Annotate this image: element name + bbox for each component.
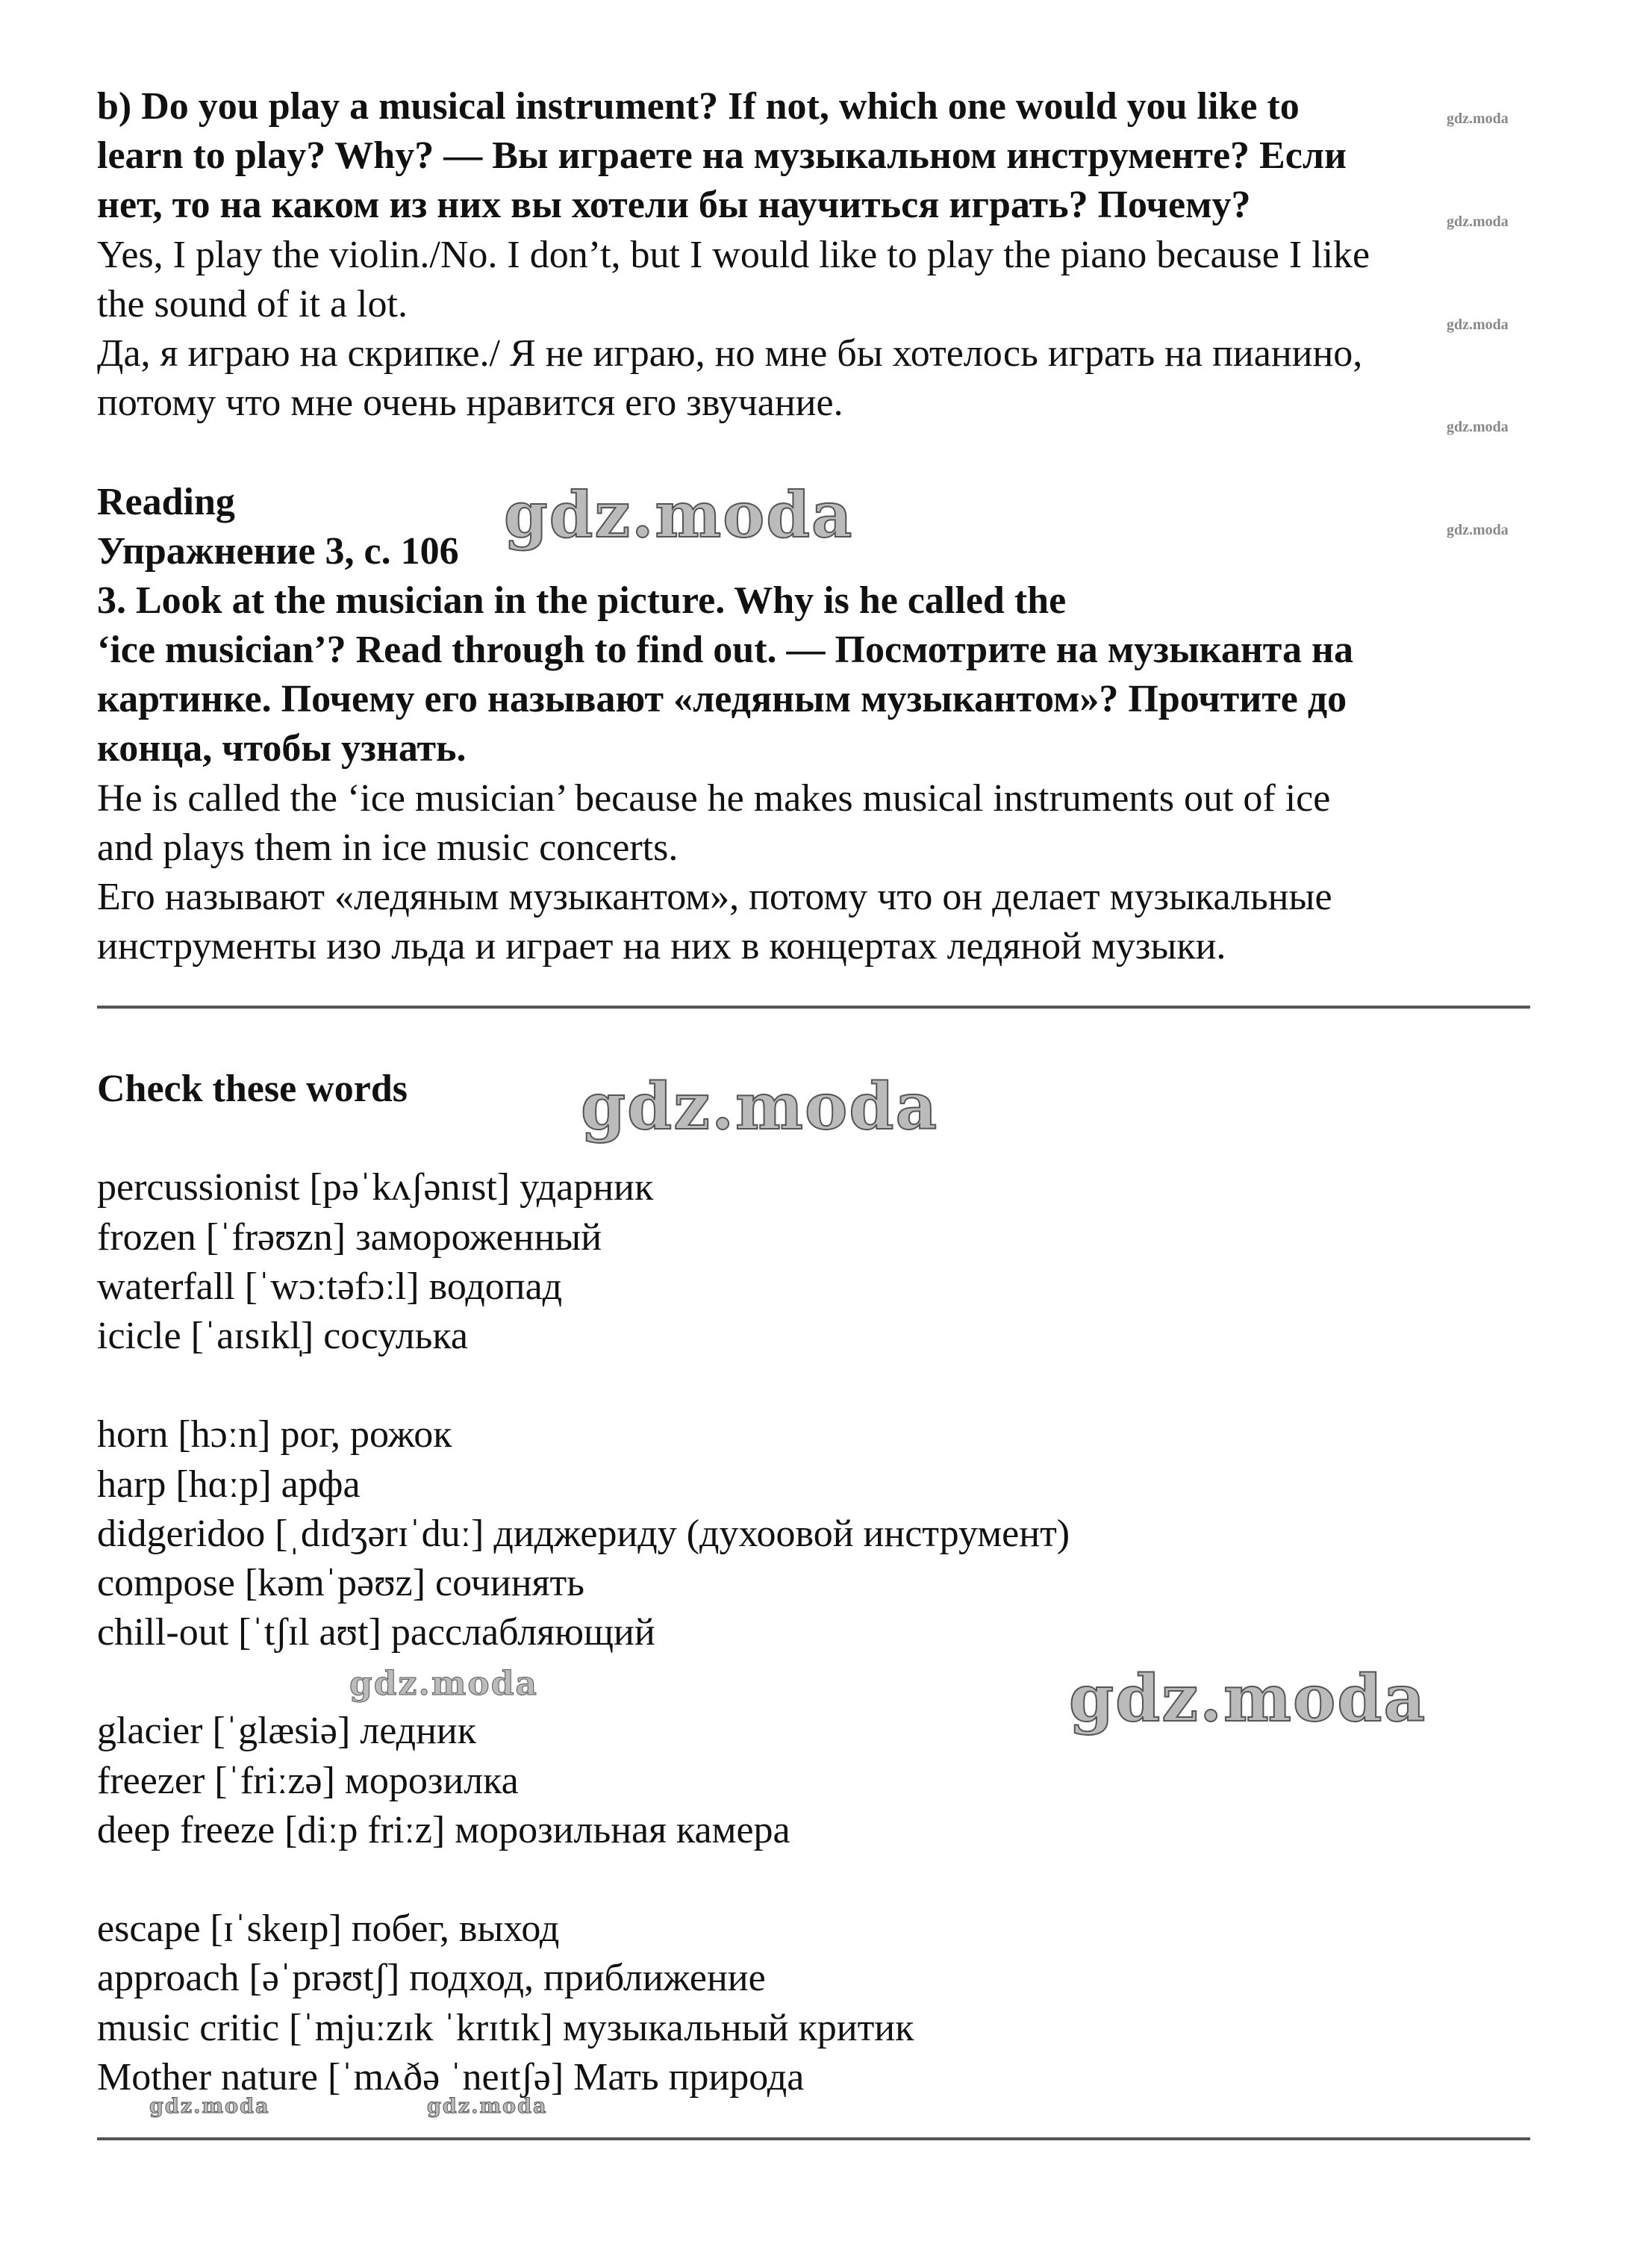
divider	[97, 2137, 1530, 2140]
question-3-line: картинке. Почему его называют «ледяным музыкантом»? Прочтите до	[97, 678, 1347, 721]
question-b-line: b) Do you play a musical instrument? If not, which one would you like to	[97, 85, 1300, 128]
watermark: gdz.moda	[504, 478, 854, 552]
watermark: gdz.moda	[349, 1665, 539, 1703]
word-entry: compose [kəmˈpəʊz] сочинять	[97, 1561, 584, 1604]
answer-b-en-line: the sound of it a lot.	[97, 282, 408, 325]
word-entry: chill-out [ˈtʃɪl aʊt] расслабляющий	[97, 1611, 655, 1654]
question-3-line: 3. Look at the musician in the picture. Why is he called the	[97, 579, 1067, 622]
word-entry: waterfall [ˈwɔːtəfɔːl] водопад	[97, 1265, 563, 1308]
watermark: gdz.moda	[427, 2095, 548, 2118]
watermark: gdz.moda	[1447, 419, 1509, 435]
question-b-line: learn to play? Why? — Вы играете на музыкальном инструменте? Если	[97, 134, 1347, 178]
word-entry: percussionist [pəˈkʌʃənɪst] ударник	[97, 1166, 654, 1209]
vocabulary-block	[97, 1065, 1560, 2102]
question-3-line: ‘ice musician’? Read through to find out. — Посмотрите на музыканта на	[97, 629, 1353, 672]
word-entry: Mother nature [ˈmʌðə ˈneɪtʃə] Мать природа	[97, 2055, 805, 2099]
word-entry: frozen [ˈfrəʊzn] замороженный	[97, 1215, 602, 1259]
watermark: gdz.moda	[1447, 522, 1509, 538]
word-entry: didgeridoo [ˌdɪdʒərɪˈduː] диджериду (духоовой инструмент)	[97, 1512, 1070, 1555]
watermark: gdz.moda	[149, 2095, 270, 2118]
word-entry: harp [hɑːp] арфа	[97, 1462, 361, 1506]
exercise-heading: Упражнение 3, с. 106	[97, 529, 459, 573]
vocabulary-heading: Check these words	[97, 1068, 408, 1110]
question-3-line: конца, чтобы узнать.	[97, 727, 467, 770]
watermark: gdz.moda	[1447, 317, 1509, 333]
answer-b-ru-line: Да, я играю на скрипке./ Я не играю, но мне бы хотелось играть на пианино,	[97, 331, 1363, 375]
answer-3-en-line: and plays them in ice music concerts.	[97, 826, 679, 869]
word-entry: horn [hɔːn] рог, рожок	[97, 1413, 452, 1457]
word-entry: glacier [ˈglæsiə] ледник	[97, 1710, 477, 1753]
answer-3-ru-line: Его называют «ледяным музыкантом», потому что он делает музыкальные	[97, 876, 1332, 918]
watermark: gdz.moda	[1447, 214, 1509, 230]
watermark: gdz.moda	[581, 1069, 939, 1144]
watermark: gdz.moda	[1447, 110, 1509, 127]
divider	[97, 1006, 1530, 1009]
word-entry: music critic [ˈmjuːzɪk ˈkrɪtɪk] музыкальный критик	[97, 2006, 914, 2049]
question-b-line: нет, то на каком из них вы хотели бы научиться играть? Почему?	[97, 184, 1251, 227]
word-entry: deep freeze [diːp friːz] морозильная камера	[97, 1808, 790, 1851]
word-entry: approach [əˈprəʊtʃ] подход, приближение	[97, 1957, 766, 2000]
answer-b-en-line: Yes, I play the violin./No. I don’t, but I would like to play the piano because I like	[97, 233, 1370, 276]
word-entry: freezer [ˈfriːzə] морозилка	[97, 1759, 519, 1802]
answer-b-ru-line: потому что мне очень нравится его звучание.	[97, 381, 843, 425]
word-entry: icicle [ˈaɪsɪkl̩] сосулька	[97, 1314, 468, 1357]
watermark: gdz.moda	[1069, 1661, 1427, 1736]
reading-heading: Reading	[97, 480, 235, 523]
answer-3-en-line: He is called the ‘ice musician’ because he makes musical instruments out of ice	[97, 776, 1331, 820]
answer-3-ru-line: инструменты изо льда и играет на них в концертах ледяной музыки.	[97, 925, 1226, 968]
word-entry: escape [ɪˈskeɪp] побег, выход	[97, 1907, 560, 1951]
